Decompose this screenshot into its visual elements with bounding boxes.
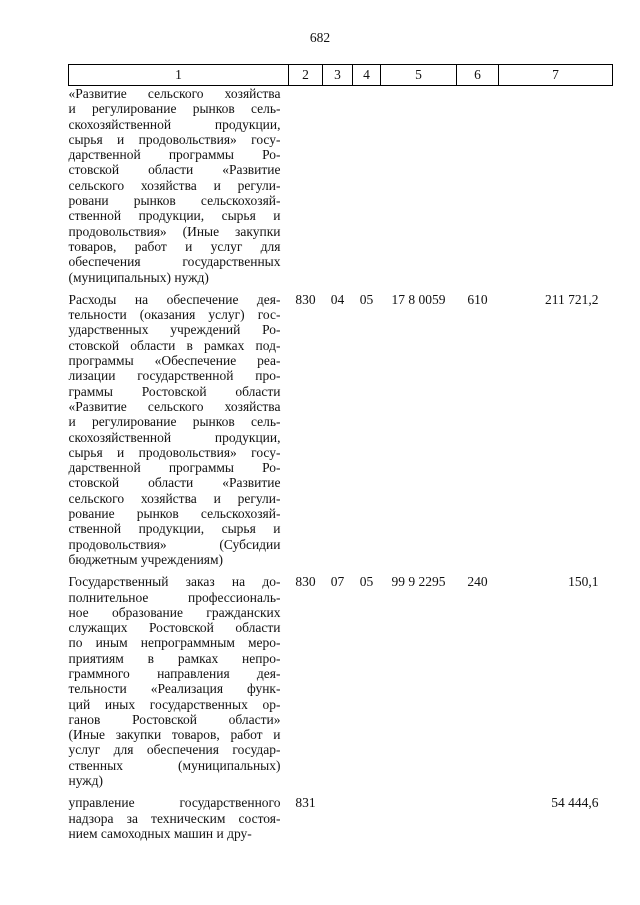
table-row [69, 788, 613, 841]
description-line: сырья и продовольствия» госу- [68, 131, 281, 147]
description-line: стовской области «Развитие [68, 475, 281, 491]
description-line: сельского хозяйства и регули- [68, 177, 281, 193]
page-number: 682 [309, 30, 331, 45]
description-line: Государственный заказ на до- [68, 574, 281, 590]
expense-type-cell [457, 788, 499, 841]
description-line: граммного направления дея- [68, 665, 281, 681]
description-line: ций иных государственных ор- [68, 696, 281, 712]
section-code-cell [323, 86, 353, 285]
description-line: ударственных учреждений Ро- [68, 322, 281, 338]
column-header: 1 [69, 65, 289, 86]
description-line: скохозяйственной продукции, [68, 116, 281, 132]
description-line: товаров, работ и услуг для [68, 238, 281, 254]
amount-cell: 150,1 [568, 574, 599, 590]
target-article-cell [381, 86, 457, 285]
row-description [69, 285, 289, 567]
description-line: граммы Ростовской области [68, 383, 281, 399]
target-article-cell: 99 9 2295 [391, 574, 446, 590]
description-line: (Иные закупки товаров, работ и [68, 727, 281, 743]
table-row [69, 285, 613, 567]
subsection-code-cell [353, 86, 381, 285]
description-line: ственных (муниципальных) [68, 757, 281, 773]
description-line: дарственной программы Ро- [68, 460, 281, 476]
ministry-code-cell: 830 [295, 291, 316, 307]
column-header: 3 [323, 65, 353, 86]
description-line: обеспечения государственных [68, 254, 281, 270]
description-line: управление государственного [68, 795, 281, 811]
ministry-code-cell: 831 [295, 795, 316, 811]
description-line: служащих Ростовской области [68, 620, 281, 636]
description-line: «Развитие сельского хозяйства [68, 398, 281, 414]
description-line: тельности (оказания услуг) гос- [68, 307, 281, 323]
description-line: полнительное профессиональ- [68, 589, 281, 605]
description-line: стовской области «Развитие [68, 162, 281, 178]
amount-cell: 211 721,2 [545, 291, 599, 307]
subsection-code-cell [353, 788, 381, 841]
amount-cell: 54 444,6 [551, 795, 599, 811]
subsection-code-cell: 05 [359, 574, 374, 590]
column-header: 6 [457, 65, 499, 86]
column-header: 4 [353, 65, 381, 86]
description-line: продовольствия» (Иные закупки [68, 223, 281, 239]
description-line: и регулирование рынков сель- [68, 101, 281, 117]
description-line: ственной продукции, сырья и [68, 521, 281, 537]
table-header-row [69, 65, 613, 86]
description-line: лизации государственной про- [68, 368, 281, 384]
amount-cell [499, 86, 613, 285]
row-description [69, 567, 289, 788]
table-row [69, 567, 613, 788]
row-description [69, 86, 289, 285]
description-line: «Развитие сельского хозяйства [68, 86, 281, 101]
row-description [69, 788, 289, 841]
description-line: рование рынков сельскохозяй- [68, 506, 281, 522]
description-line: Расходы на обеспечение дея- [68, 291, 281, 307]
description-line: ганов Ростовской области» [68, 711, 281, 727]
table-row [69, 86, 613, 285]
ministry-code-cell: 830 [295, 574, 316, 590]
description-line: нием самоходных машин и дру- [68, 825, 252, 841]
description-line: надзора за техническим состоя- [68, 810, 281, 826]
target-article-cell: 17 8 0059 [391, 291, 446, 307]
target-article-cell [381, 788, 457, 841]
description-line: скохозяйственной продукции, [68, 429, 281, 445]
expense-type-cell: 610 [467, 291, 488, 307]
description-line: бюджетным учреждениям) [68, 551, 224, 567]
column-header: 5 [381, 65, 457, 86]
description-line: (муниципальных) нужд) [68, 269, 209, 285]
section-code-cell: 04 [330, 291, 345, 307]
description-line: дарственной программы Ро- [68, 147, 281, 163]
description-line: продовольствия» (Субсидии [68, 536, 281, 552]
description-line: сырья и продовольствия» госу- [68, 444, 281, 460]
description-line: стовской области в рамках под- [68, 337, 281, 353]
description-line: ственной продукции, сырья и [68, 208, 281, 224]
ministry-code-cell [289, 86, 323, 285]
budget-table [68, 64, 613, 841]
description-line: ровани рынков сельскохозяй- [68, 193, 281, 209]
section-code-cell: 07 [330, 574, 345, 590]
section-code-cell [323, 788, 353, 841]
description-line: программы «Обеспечение реа- [68, 353, 281, 369]
description-line: и регулирование рынков сель- [68, 414, 281, 430]
column-header: 2 [289, 65, 323, 86]
description-line: по иным непрограммным меро- [68, 635, 281, 651]
description-line: нужд) [68, 773, 103, 789]
subsection-code-cell: 05 [359, 291, 374, 307]
description-line: ное образование гражданских [68, 604, 281, 620]
description-line: тельности «Реализация функ- [68, 681, 281, 697]
description-line: сельского хозяйства и регули- [68, 490, 281, 506]
description-line: услуг для обеспечения государ- [68, 742, 281, 758]
description-line: приятиям в рамках непро- [68, 650, 281, 666]
column-header: 7 [499, 65, 613, 86]
expense-type-cell [457, 86, 499, 285]
expense-type-cell: 240 [467, 574, 488, 590]
